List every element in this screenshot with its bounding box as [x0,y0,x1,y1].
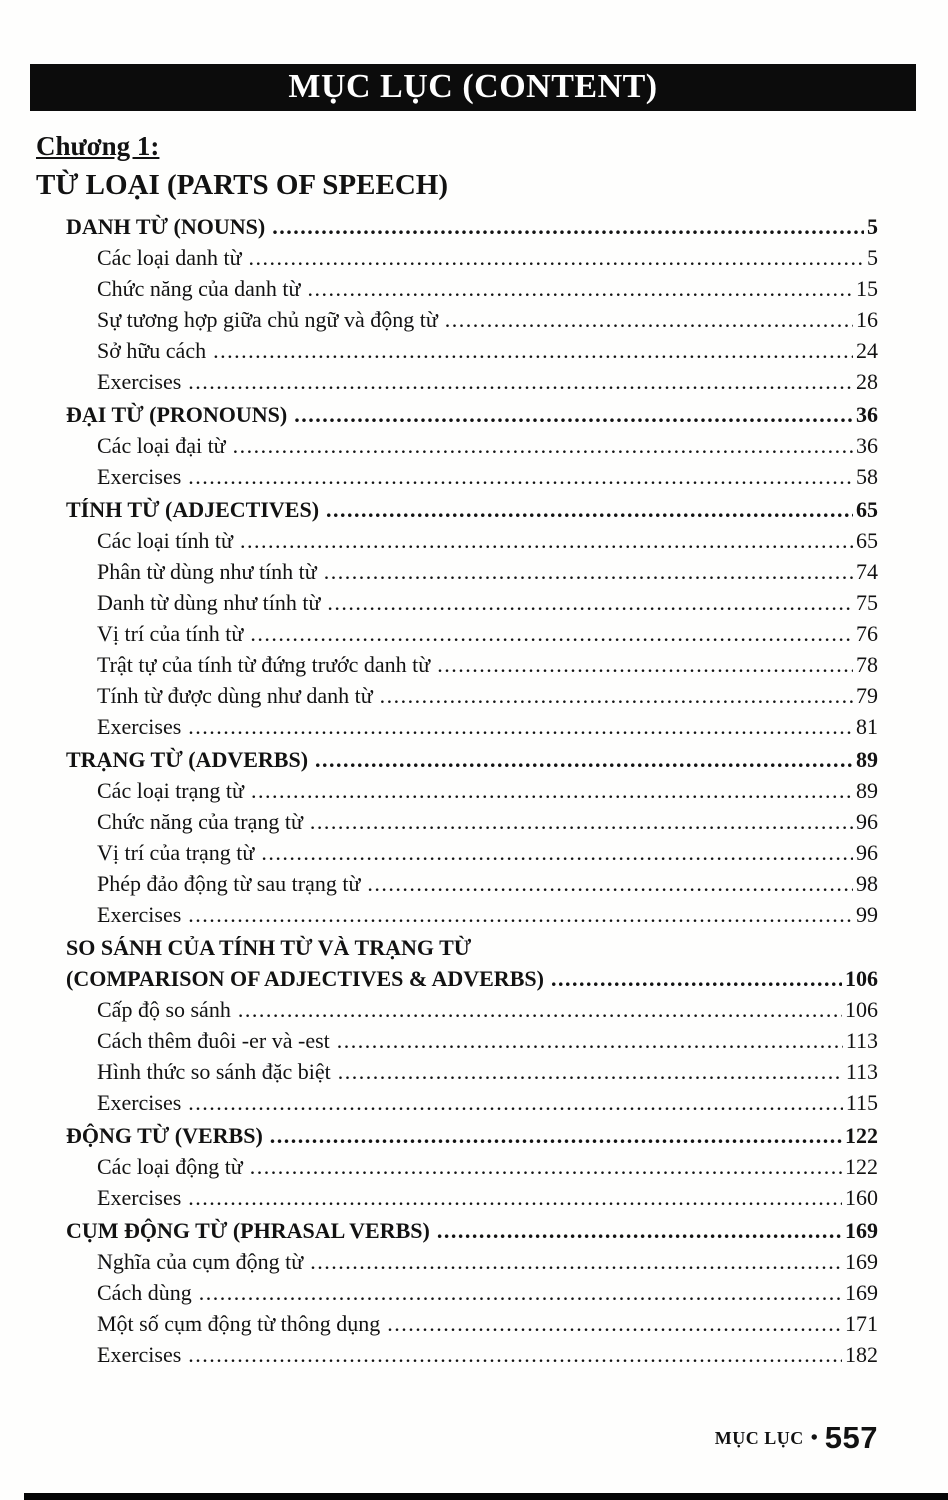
toc-section-page: 5 [867,214,878,239]
toc-item-page: 76 [856,621,878,646]
toc-item-page: 78 [856,652,878,677]
dot-leader [188,1087,843,1118]
toc-section [36,744,878,775]
toc-item-page: 98 [856,871,878,896]
toc-item-title: Exercises [97,369,182,394]
toc-item-title: Vị trí của trạng từ [97,840,255,865]
toc-item [36,1025,878,1056]
dot-leader [240,525,853,556]
dot-leader [380,680,853,711]
toc-section-title: ĐỘNG TỪ (VERBS) [66,1123,263,1148]
dot-leader [272,211,864,242]
dot-leader [326,494,853,525]
toc-item [36,680,878,711]
dot-leader [213,335,853,366]
toc-item-title: Chức năng của trạng từ [97,809,303,834]
toc-item-title: Chức năng của danh từ [97,276,301,301]
scan-edge-artifact [24,1493,948,1500]
toc-item [36,837,878,868]
dot-leader [324,556,853,587]
toc-item [36,1182,878,1213]
dot-leader [250,618,853,649]
dot-leader [270,1120,842,1151]
toc-item-page: 15 [856,276,878,301]
dot-leader [387,1308,842,1339]
toc-section-page: 65 [856,497,878,522]
toc-section-page: 169 [845,1218,878,1243]
toc-item [36,899,878,930]
toc-item [36,1277,878,1308]
toc-item [36,1308,878,1339]
toc-item-title: Exercises [97,1342,182,1367]
toc-section [36,963,878,994]
dot-leader [188,899,853,930]
toc-item-title: Các loại danh từ [97,245,242,270]
chapter-label: Chương 1: [36,131,160,161]
toc-item-title: Một số cụm động từ thông dụng [97,1311,381,1336]
dot-leader [188,366,853,397]
toc-item-page: 79 [856,683,878,708]
toc-item [36,618,878,649]
dot-leader [437,1215,842,1246]
dot-leader [307,273,853,304]
dot-leader [445,304,853,335]
page-footer [715,1420,878,1456]
dot-leader [250,1151,842,1182]
toc-item [36,430,878,461]
dot-leader [188,1339,842,1370]
toc-item-title: Exercises [97,1090,182,1115]
toc-section-title: ĐẠI TỪ (PRONOUNS) [66,402,288,427]
chapter-title: TỪ LOẠI (PARTS OF SPEECH) [36,169,448,201]
toc-item [36,775,878,806]
toc-item [36,242,878,273]
toc-item-page: 36 [856,433,878,458]
dot-leader [338,1056,843,1087]
toc-item-title: Danh từ dùng như tính từ [97,590,321,615]
dot-leader [238,994,842,1025]
dot-leader [233,430,853,461]
toc-item-title: Cách dùng [97,1280,192,1305]
toc-item-page: 115 [845,1090,878,1115]
table-of-contents [36,211,878,1370]
toc-item-page: 169 [845,1280,878,1305]
toc-item [36,1246,878,1277]
toc-item-page: 96 [856,840,878,865]
toc-item-title: Các loại đại từ [97,433,226,458]
toc-section-title-line1: SO SÁNH CỦA TÍNH TỪ VÀ TRẠNG TỪ [66,935,472,960]
toc-item-page: 74 [856,559,878,584]
toc-item [36,806,878,837]
toc-item [36,525,878,556]
toc-item-title: Các loại tính từ [97,528,233,553]
toc-item-title: Cấp độ so sánh [97,997,231,1022]
toc-item [36,1056,878,1087]
toc-item [36,1087,878,1118]
toc-item [36,1151,878,1182]
toc-item [36,556,878,587]
toc-item-title: Phép đảo động từ sau trạng từ [97,871,361,896]
toc-item-page: 5 [867,245,878,270]
toc-item-page: 16 [856,307,878,332]
toc-item-page: 113 [845,1028,878,1053]
toc-section-page: 122 [845,1123,878,1148]
toc-item [36,366,878,397]
toc-item-title: Cách thêm đuôi -er và -est [97,1028,330,1053]
dot-leader [261,837,853,868]
toc-section-page: 106 [845,966,878,991]
dot-leader [310,1246,842,1277]
toc-section [36,1120,878,1151]
dot-leader [367,868,853,899]
toc-section-title: TÍNH TỪ (ADJECTIVES) [66,497,320,522]
dot-leader [551,963,842,994]
toc-item-title: Trật tự của tính từ đứng trước danh từ [97,652,431,677]
dot-leader [249,242,865,273]
toc-item-page: 160 [845,1185,878,1210]
dot-leader [199,1277,842,1308]
toc-item-title: Các loại trạng từ [97,778,244,803]
toc-item [36,1339,878,1370]
dot-leader [310,806,853,837]
toc-item-title: Sự tương hợp giữa chủ ngữ và động từ [97,307,438,332]
dot-leader [188,711,853,742]
toc-section [36,211,878,242]
toc-item-title: Exercises [97,902,182,927]
toc-section-title: TRẠNG TỪ (ADVERBS) [66,747,309,772]
toc-item-title: Exercises [97,464,182,489]
toc-item-title: Hình thức so sánh đặc biệt [97,1059,331,1084]
toc-item [36,335,878,366]
toc-item-page: 75 [856,590,878,615]
dot-leader [315,744,853,775]
toc-item-page: 106 [845,997,878,1022]
toc-section [36,494,878,525]
toc-section [36,1215,878,1246]
dot-leader [188,461,853,492]
toc-content [36,127,878,1370]
toc-section-page: 89 [856,747,878,772]
toc-section [36,932,878,963]
toc-item [36,461,878,492]
footer-page-number: 557 [824,1420,878,1455]
dot-leader [294,399,853,430]
toc-section-title-line2: (COMPARISON OF ADJECTIVES & ADVERBS) [66,966,544,991]
toc-item-page: 58 [856,464,878,489]
dot-leader [337,1025,843,1056]
toc-item-page: 99 [856,902,878,927]
footer-section-label: MỤC LỤC [714,1427,804,1448]
toc-item [36,649,878,680]
toc-item-page: 96 [856,809,878,834]
toc-section-title: CỤM ĐỘNG TỪ (PHRASAL VERBS) [66,1218,430,1243]
toc-item [36,994,878,1025]
toc-item-page: 122 [845,1154,878,1179]
dot-leader [188,1182,842,1213]
page-title: MỤC LỤC (CONTENT) [30,64,916,111]
toc-item-page: 89 [856,778,878,803]
toc-item-title: Các loại động từ [97,1154,243,1179]
toc-item [36,273,878,304]
toc-item-title: Sở hữu cách [97,338,207,363]
toc-item-title: Exercises [97,714,182,739]
toc-item-title: Exercises [97,1185,182,1210]
toc-section-page: 36 [856,402,878,427]
toc-item-title: Nghĩa của cụm động từ [97,1249,304,1274]
toc-item [36,711,878,742]
toc-item-title: Vị trí của tính từ [97,621,244,646]
toc-item-page: 81 [856,714,878,739]
footer-bullet: • [810,1426,818,1449]
toc-item-page: 113 [845,1059,878,1084]
dot-leader [251,775,853,806]
toc-item-page: 28 [856,369,878,394]
toc-item [36,587,878,618]
dot-leader [437,649,853,680]
toc-item-title: Tính từ được dùng như danh từ [97,683,373,708]
toc-item [36,868,878,899]
toc-item-title: Phân từ dùng như tính từ [97,559,317,584]
toc-item [36,304,878,335]
toc-item-page: 171 [845,1311,878,1336]
toc-section-title: DANH TỪ (NOUNS) [66,214,266,239]
toc-item-page: 169 [845,1249,878,1274]
toc-item-page: 65 [856,528,878,553]
toc-item-page: 182 [845,1342,878,1367]
toc-section [36,399,878,430]
toc-item-page: 24 [856,338,878,363]
dot-leader [327,587,853,618]
